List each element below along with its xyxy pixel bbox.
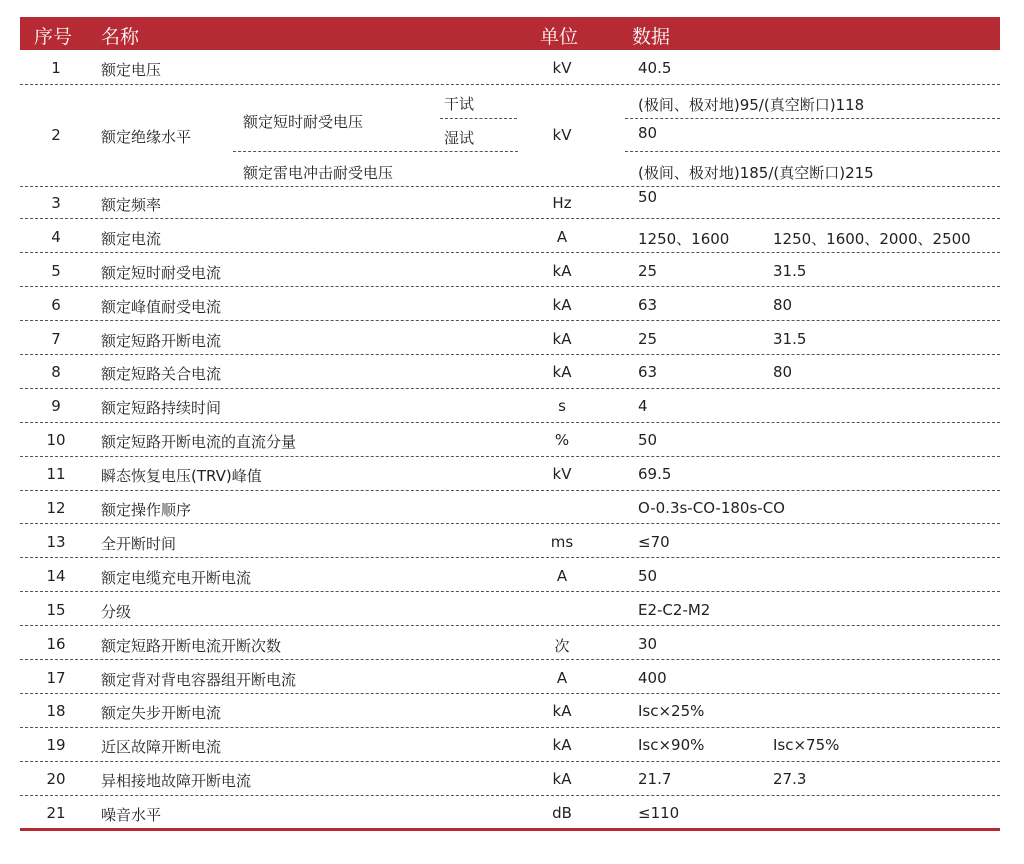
- table-row: [20, 389, 1000, 422]
- row-unit: kA: [552, 702, 572, 721]
- row-unit: A: [556, 227, 568, 246]
- row-num: 8: [51, 363, 61, 382]
- row-unit: kV: [552, 465, 572, 484]
- row-num: 10: [46, 431, 66, 450]
- row-unit: kV: [552, 126, 572, 144]
- row-value-2: 1250、1600、2000、2500: [773, 229, 971, 248]
- table-row: [20, 694, 1000, 727]
- row-name: 额定电压: [101, 61, 162, 79]
- row-value: 400: [638, 668, 667, 687]
- row-value: 63: [638, 363, 658, 382]
- row-num: 9: [51, 397, 61, 416]
- row-value: Isc×90%: [638, 736, 705, 755]
- row-unit: kV: [552, 59, 572, 77]
- row-value: 25: [638, 261, 658, 280]
- row-unit: ms: [550, 532, 574, 551]
- row-value: 1250、1600: [638, 229, 730, 248]
- row-name: 噪音水平: [101, 806, 162, 825]
- table-row-insulation: [20, 85, 1000, 187]
- table-row: [20, 593, 1000, 626]
- row-value-2: Isc×75%: [773, 736, 840, 755]
- short-time-label: 额定短时耐受电压: [243, 113, 364, 131]
- row-value: 30: [638, 634, 658, 653]
- table-row: [20, 322, 1000, 355]
- table-row: [20, 220, 1000, 253]
- table-row: [20, 762, 1000, 795]
- row-unit: A: [556, 668, 568, 687]
- row-value-2: 80: [773, 295, 793, 314]
- divider: [440, 118, 517, 119]
- row-name: 额定电流: [101, 229, 162, 248]
- table-row: [20, 627, 1000, 660]
- row-num: 14: [46, 566, 66, 585]
- row-num: 16: [46, 634, 66, 653]
- row-num: 7: [51, 329, 61, 348]
- row-name: 额定短路开断电流开断次数: [101, 636, 282, 655]
- divider: [625, 118, 1000, 119]
- row-unit: kA: [552, 261, 572, 280]
- row-unit: kA: [552, 295, 572, 314]
- wet-value: 80: [638, 124, 658, 142]
- row-value: 50: [638, 566, 658, 585]
- row-unit: dB: [552, 804, 572, 823]
- table-header: [20, 17, 1000, 50]
- row-value: 63: [638, 295, 658, 314]
- row-value: E2-C2-M2: [638, 600, 711, 619]
- table-row: [20, 355, 1000, 388]
- row-name: 额定频率: [101, 196, 162, 214]
- row-unit: kA: [552, 329, 572, 348]
- row-value-2: 27.3: [773, 770, 807, 789]
- row-value: Isc×25%: [638, 702, 705, 721]
- table-row: [20, 186, 1000, 219]
- divider: [625, 151, 1000, 152]
- row-num: 21: [46, 804, 66, 823]
- row-num: 3: [51, 194, 61, 212]
- row-num: 18: [46, 702, 66, 721]
- row-value-2: 80: [773, 363, 793, 382]
- header-unit: 单位: [540, 26, 579, 48]
- row-name: 额定失步开断电流: [101, 704, 222, 723]
- divider: [233, 151, 518, 152]
- row-name: 额定绝缘水平: [101, 128, 192, 146]
- row-num: 11: [46, 465, 66, 484]
- row-num: 20: [46, 770, 66, 789]
- row-num: 17: [46, 668, 66, 687]
- row-value: 69.5: [638, 465, 672, 484]
- table-row: [20, 661, 1000, 694]
- row-unit: kA: [552, 736, 572, 755]
- row-name: 额定短时耐受电流: [101, 263, 222, 282]
- header-data: 数据: [632, 26, 671, 48]
- row-unit: A: [556, 566, 568, 585]
- row-num: 5: [51, 261, 61, 280]
- lightning-value: (极间、极对地)185/(真空断口)215: [638, 164, 874, 182]
- table-row: [20, 796, 1000, 831]
- row-value: ≤110: [638, 804, 680, 823]
- row-name: 近区故障开断电流: [101, 738, 222, 757]
- row-value: 25: [638, 329, 658, 348]
- row-name: 全开断时间: [101, 534, 177, 553]
- row-num: 6: [51, 295, 61, 314]
- row-value: 40.5: [638, 59, 672, 77]
- table-row: [20, 491, 1000, 524]
- row-unit: %: [554, 431, 570, 450]
- row-name: 额定短路开断电流的直流分量: [101, 433, 297, 452]
- row-value: 50: [638, 188, 658, 206]
- row-num: 2: [51, 126, 61, 144]
- row-num: 15: [46, 600, 66, 619]
- row-value-2: 31.5: [773, 261, 807, 280]
- dry-test-label: 干试: [444, 95, 475, 113]
- row-num: 13: [46, 532, 66, 551]
- row-value: 50: [638, 431, 658, 450]
- row-unit: 次: [554, 636, 570, 655]
- table-row: [20, 559, 1000, 592]
- row-value: 4: [638, 397, 648, 416]
- row-unit: kA: [552, 770, 572, 789]
- row-name: 额定短路持续时间: [101, 399, 222, 418]
- row-num: 1: [51, 59, 61, 77]
- header-name: 名称: [101, 26, 140, 48]
- row-name: 额定短路开断电流: [101, 331, 222, 350]
- row-name: 额定操作顺序: [101, 501, 192, 520]
- row-name: 分级: [101, 602, 132, 621]
- table-row: [20, 288, 1000, 321]
- header-num: 序号: [34, 26, 73, 48]
- row-unit: s: [558, 397, 566, 416]
- row-num: 4: [51, 227, 61, 246]
- table-row: [20, 423, 1000, 456]
- row-value: ≤70: [638, 532, 670, 551]
- table-row: [20, 728, 1000, 761]
- row-num: 12: [46, 499, 66, 518]
- row-num: 19: [46, 736, 66, 755]
- table-row: [20, 50, 1000, 85]
- table-row: [20, 457, 1000, 490]
- dry-value: (极间、极对地)95/(真空断口)118: [638, 96, 865, 114]
- row-name: 额定峰值耐受电流: [101, 297, 222, 316]
- row-name: 瞬态恢复电压(TRV)峰值: [101, 467, 262, 486]
- row-name: 额定背对背电容器组开断电流: [101, 670, 297, 689]
- row-value-2: 31.5: [773, 329, 807, 348]
- row-name: 额定短路关合电流: [101, 365, 222, 384]
- row-value: O-0.3s-CO-180s-CO: [638, 499, 785, 518]
- row-name: 异相接地故障开断电流: [101, 772, 252, 791]
- table-row: [20, 254, 1000, 287]
- row-value: 21.7: [638, 770, 672, 789]
- row-unit: Hz: [552, 194, 572, 212]
- table-row: [20, 525, 1000, 558]
- row-name: 额定电缆充电开断电流: [101, 568, 252, 587]
- row-unit: kA: [552, 363, 572, 382]
- lightning-label: 额定雷电冲击耐受电压: [243, 164, 394, 182]
- wet-test-label: 湿试: [444, 129, 475, 147]
